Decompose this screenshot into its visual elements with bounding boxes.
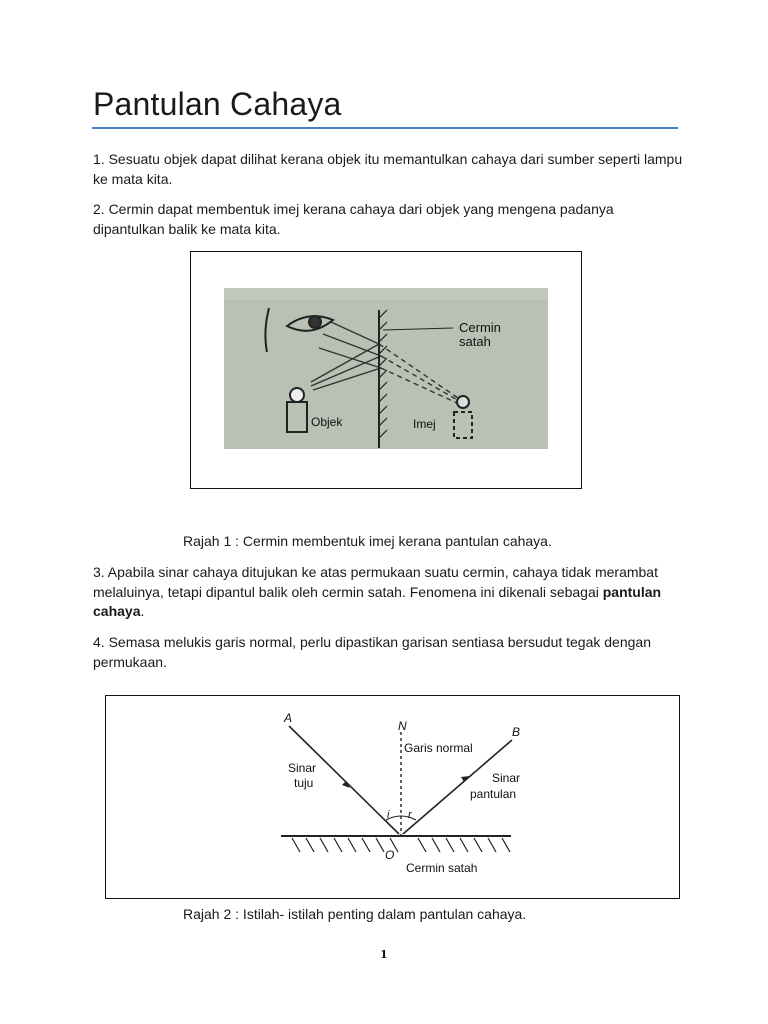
label-cermin: Cermin: [459, 320, 501, 335]
label-satah: satah: [459, 334, 491, 349]
paragraph-3-bold-term: pantulan cahaya: [93, 583, 662, 619]
label-sinar-pantulan-1: Sinar: [492, 771, 521, 785]
paragraph-3-text: 3. Apabila sinar cahaya ditujukan ke atas permukaan suatu cermin, cahaya tidak merambat melaluinya, tetapi dipantul balik oleh cermin satah. Fenomena ini dikenali sebagai: [93, 564, 658, 600]
label-imej: Imej: [413, 417, 436, 431]
figure-1-caption: Rajah 1 : Cermin membentuk imej kerana pantulan cahaya.: [183, 533, 552, 549]
page-title: Pantulan Cahaya: [93, 86, 342, 122]
title-underline: [92, 127, 678, 129]
label-angle-i: i: [387, 809, 390, 821]
label-objek: Objek: [311, 415, 343, 429]
figure-1-frame: [190, 251, 582, 489]
label-cermin-satah: Cermin satah: [406, 861, 478, 875]
paragraph-3: [93, 563, 683, 622]
paragraph-2: 2. Cermin dapat membentuk imej kerana cahaya dari objek yang mengena padanya dipantulkan balik ke mata kita.: [93, 201, 614, 237]
paragraph-3-end: .: [140, 603, 145, 619]
figure-2-frame: [105, 695, 680, 899]
plane-mirror-surface: [281, 836, 511, 852]
label-angle-r: r: [408, 809, 412, 821]
label-N: N: [398, 719, 407, 733]
label-sinar-tuju-1: Sinar: [288, 761, 317, 775]
label-garis-normal: Garis normal: [404, 741, 473, 755]
paragraph-4: 4. Semasa melukis garis normal, perlu dipastikan garisan sentiasa bersudut tegak dengan permukaan.: [93, 634, 651, 670]
label-sinar-pantulan-2: pantulan: [470, 787, 517, 801]
paragraph-1: 1. Sesuatu objek dapat dilihat kerana objek itu memantulkan cahaya dari sumber seperti lampu ke mata kita.: [93, 151, 683, 187]
photo-background: [224, 288, 548, 449]
page-number: 1: [380, 948, 388, 961]
label-sinar-tuju-2: tuju: [294, 776, 314, 790]
label-O: O: [385, 848, 395, 862]
label-A: A: [284, 711, 293, 725]
figure-1-mirror-image-diagram: [191, 252, 581, 488]
figure-2-caption: Rajah 2 : Istilah- istilah penting dalam pantulan cahaya.: [183, 906, 527, 922]
figure-2-reflection-diagram: [106, 696, 679, 898]
label-B: B: [512, 725, 521, 739]
